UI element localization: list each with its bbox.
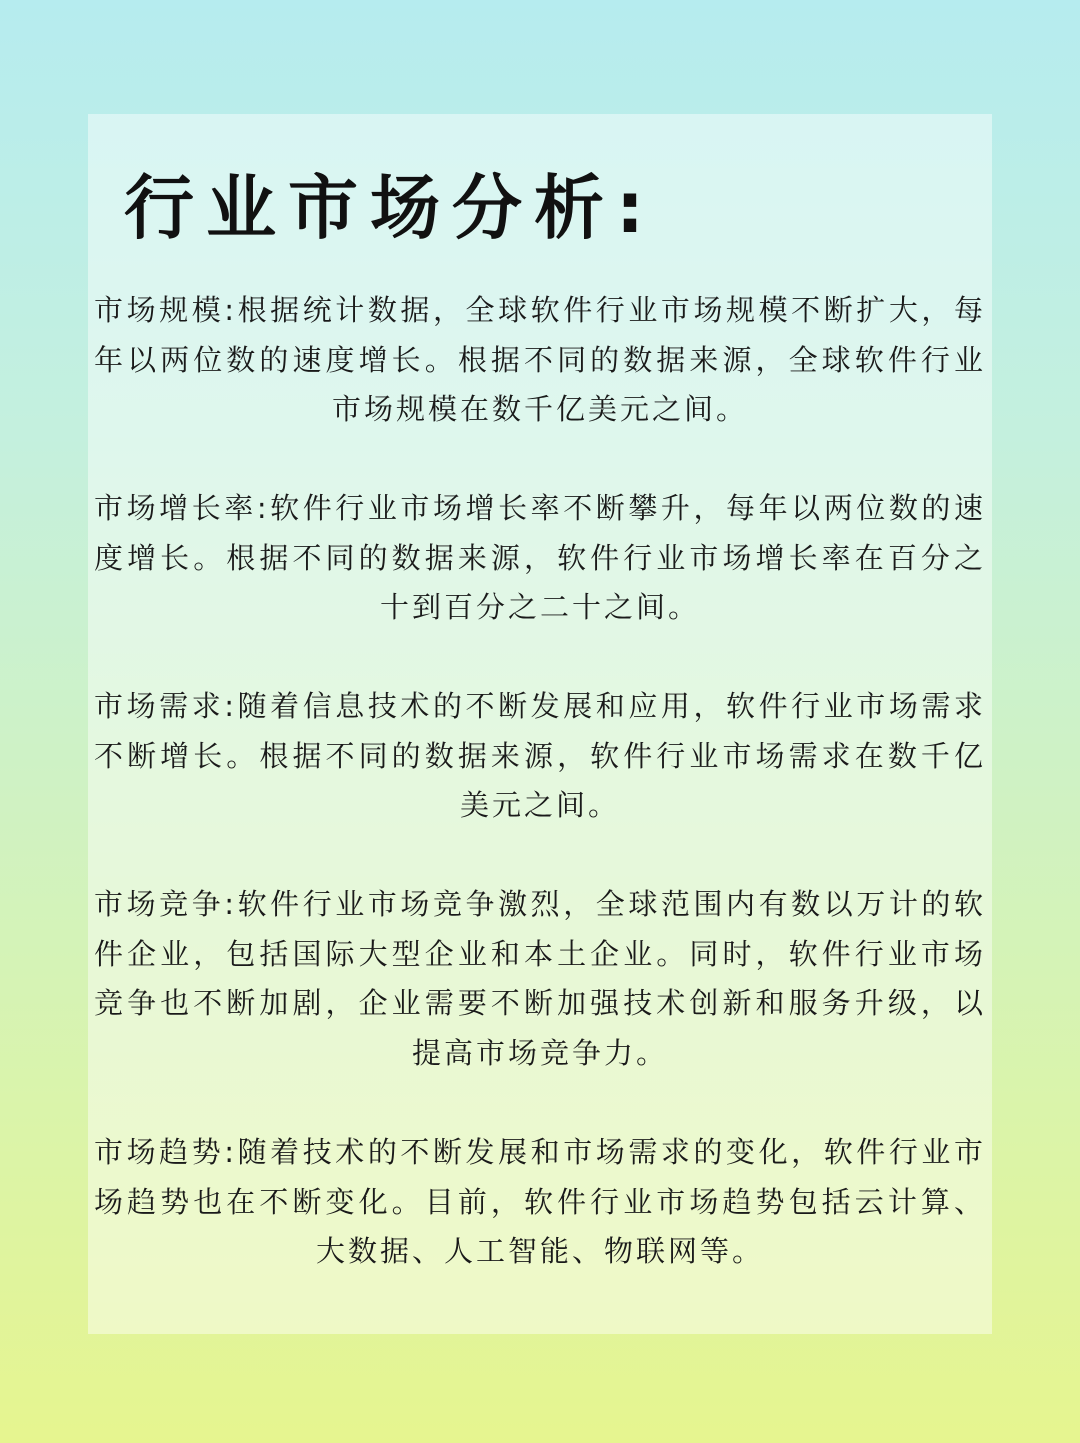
page-title: 行业市场分析: (124, 167, 656, 249)
section-market-demand (94, 682, 986, 831)
section-market-size (94, 286, 986, 435)
section-heading: 市场竞争: (94, 887, 238, 921)
section-market-competition (94, 880, 986, 1078)
section-heading: 市场增长率: (94, 491, 270, 525)
section-text: 根据统计数据，全球软件行业市场规模不断扩大，每年以两位数的速度增长。根据不同的数据来源，全球软件行业市场规模在数千亿美元之间。 (94, 293, 986, 426)
section-text: 软件行业市场增长率不断攀升，每年以两位数的速度增长。根据不同的数据来源，软件行业市场增长率在百分之十到百分之二十之间。 (94, 491, 986, 624)
section-text: 随着信息技术的不断发展和应用，软件行业市场需求不断增长。根据不同的数据来源，软件行业市场需求在数千亿美元之间。 (94, 689, 986, 822)
section-heading: 市场需求: (94, 689, 238, 723)
section-text: 软件行业市场竞争激烈，全球范围内有数以万计的软件企业，包括国际大型企业和本土企业。同时，软件行业市场竞争也不断加剧，企业需要不断加强技术创新和服务升级，以提高市场竞争力。 (94, 887, 986, 1070)
section-text: 随着技术的不断发展和市场需求的变化，软件行业市场趋势也在不断变化。目前，软件行业市场趋势包括云计算、大数据、人工智能、物联网等。 (94, 1135, 986, 1268)
section-heading: 市场规模: (94, 293, 238, 327)
section-market-trends (94, 1128, 986, 1277)
section-market-growth-rate (94, 484, 986, 633)
section-heading: 市场趋势: (94, 1135, 238, 1169)
content-card (88, 114, 992, 1334)
